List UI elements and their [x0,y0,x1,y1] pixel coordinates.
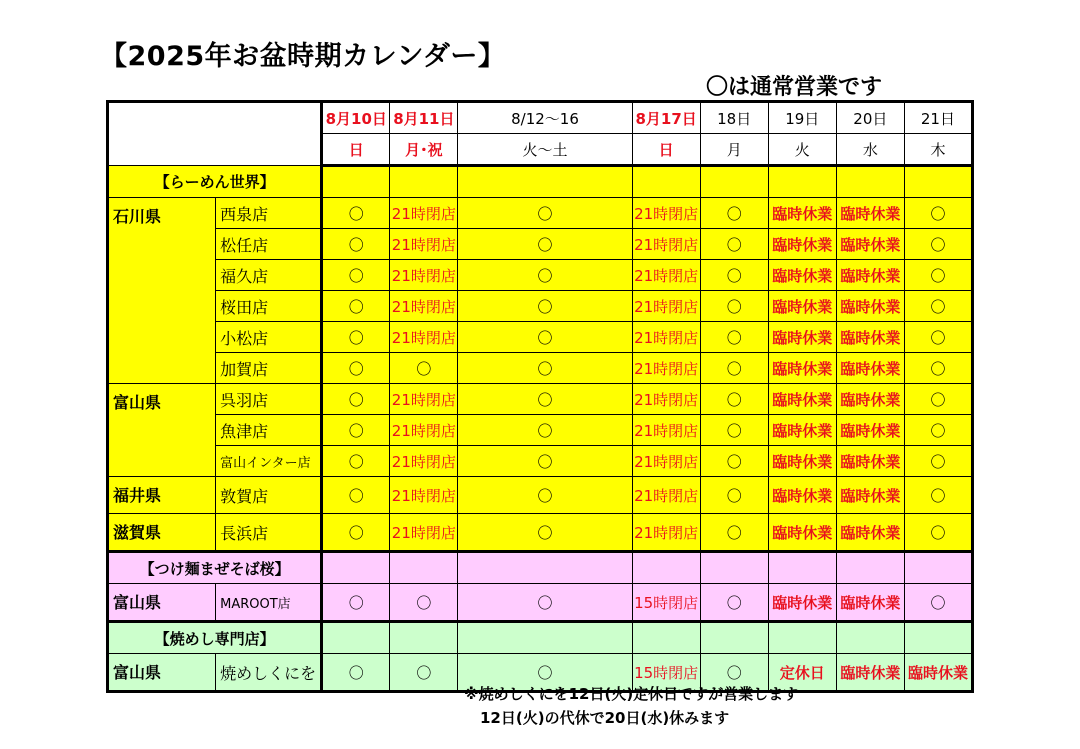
status-cell: 臨時休業 [836,384,904,415]
status-cell: 〇 [458,229,632,260]
header-weekday-cell: 火 [768,134,836,166]
prefecture-cell: 石川県 [108,198,216,384]
store-name-cell: 魚津店 [216,415,322,446]
empty-cell [700,622,768,654]
status-cell: 21時閉店 [632,260,700,291]
store-name-cell: 松任店 [216,229,322,260]
status-cell: 〇 [458,384,632,415]
prefecture-cell: 富山県 [108,584,216,622]
status-cell: 臨時休業 [768,584,836,622]
store-name-cell: 福久店 [216,260,322,291]
status-cell: 〇 [700,654,768,692]
status-cell: 〇 [322,415,390,446]
status-cell: 〇 [322,384,390,415]
status-cell: 〇 [904,322,972,353]
section-header-row [108,552,973,584]
note-line-1: ※焼めしくにを12日(火)定休日ですが営業します [464,685,799,703]
header-date-cell: 19日 [768,102,836,134]
status-cell: 21時閉店 [632,291,700,322]
status-cell: 〇 [904,584,972,622]
empty-cell [390,622,458,654]
empty-cell [768,552,836,584]
status-cell: 21時閉店 [390,291,458,322]
legend-text: 〇は通常営業です [706,75,883,100]
status-cell: 臨時休業 [768,291,836,322]
status-cell: 〇 [322,322,390,353]
status-cell: 21時閉店 [632,415,700,446]
empty-cell [632,552,700,584]
store-row [108,415,973,446]
store-row [108,322,973,353]
status-cell: 〇 [904,353,972,384]
prefecture-cell: 富山県 [108,384,216,477]
store-row [108,291,973,322]
header-date-cell: 8月17日 [632,102,700,134]
page-title: 【2025年お盆時期カレンダー】 [100,41,506,72]
status-cell: 臨時休業 [768,353,836,384]
status-cell: 〇 [390,353,458,384]
store-row [108,477,973,514]
status-cell: 〇 [904,446,972,477]
status-cell: 〇 [700,260,768,291]
empty-cell [322,166,390,198]
status-cell: 21時閉店 [632,384,700,415]
status-cell: 定休日 [768,654,836,692]
status-cell: 〇 [390,584,458,622]
section-title: 【つけ麺まぜそば桜】 [108,552,322,584]
status-cell: 臨時休業 [836,353,904,384]
store-name-cell: 呉羽店 [216,384,322,415]
status-cell: 15時閉店 [632,654,700,692]
calendar-table [106,100,974,693]
status-cell: 〇 [458,322,632,353]
header-date-cell: 21日 [904,102,972,134]
header-weekday-cell: 日 [322,134,390,166]
status-cell: 21時閉店 [390,415,458,446]
header-blank-cell [108,102,322,166]
status-cell: 21時閉店 [632,446,700,477]
status-cell: 〇 [700,384,768,415]
empty-cell [836,622,904,654]
store-row [108,514,973,552]
status-cell: 〇 [904,291,972,322]
status-cell: 〇 [904,514,972,552]
status-cell: 臨時休業 [836,415,904,446]
status-cell: 21時閉店 [632,477,700,514]
status-cell: 臨時休業 [836,654,904,692]
store-name-cell: 加賀店 [216,353,322,384]
empty-cell [458,166,632,198]
status-cell: 〇 [458,584,632,622]
status-cell: 臨時休業 [836,198,904,229]
status-cell: 〇 [458,198,632,229]
status-cell: 〇 [322,654,390,692]
status-cell: 臨時休業 [836,229,904,260]
status-cell: 〇 [322,198,390,229]
status-cell: 臨時休業 [836,514,904,552]
status-cell: 21時閉店 [390,477,458,514]
status-cell: 臨時休業 [836,446,904,477]
store-row [108,446,973,477]
empty-cell [390,166,458,198]
status-cell: 臨時休業 [904,654,972,692]
store-row [108,229,973,260]
status-cell: 〇 [458,514,632,552]
store-row [108,353,973,384]
status-cell: 21時閉店 [390,446,458,477]
store-name-cell: MAROOT店 [216,584,322,622]
status-cell: 〇 [700,198,768,229]
header-weekday-cell: 月･祝 [390,134,458,166]
status-cell: 〇 [322,291,390,322]
status-cell: 〇 [700,446,768,477]
empty-cell [458,622,632,654]
status-cell: 〇 [904,198,972,229]
empty-cell [322,622,390,654]
empty-cell [836,552,904,584]
status-cell: 臨時休業 [768,198,836,229]
section-header-row [108,166,973,198]
store-name-cell: 敦賀店 [216,477,322,514]
status-cell: 〇 [700,322,768,353]
store-name-cell: 西泉店 [216,198,322,229]
header-weekday-cell: 火～土 [458,134,632,166]
prefecture-cell: 福井県 [108,477,216,514]
note-line-2: 12日(火)の代休で20日(水)休みます [480,709,730,727]
status-cell: 臨時休業 [768,260,836,291]
status-cell: 〇 [700,415,768,446]
empty-cell [632,166,700,198]
status-cell: 〇 [322,260,390,291]
status-cell: 〇 [458,291,632,322]
status-cell: 21時閉店 [390,229,458,260]
status-cell: 21時閉店 [632,198,700,229]
status-cell: 〇 [458,353,632,384]
calendar-body [108,102,973,692]
header-weekday-cell: 日 [632,134,700,166]
status-cell: 〇 [904,229,972,260]
status-cell: 21時閉店 [632,322,700,353]
status-cell: 〇 [458,260,632,291]
status-cell: 臨時休業 [768,446,836,477]
status-cell: 〇 [700,291,768,322]
status-cell: 15時閉店 [632,584,700,622]
empty-cell [458,552,632,584]
empty-cell [904,622,972,654]
store-name-cell: 長浜店 [216,514,322,552]
store-row [108,384,973,415]
status-cell: 〇 [458,477,632,514]
header-date-cell: 20日 [836,102,904,134]
empty-cell [836,166,904,198]
status-cell: 〇 [322,477,390,514]
empty-cell [768,622,836,654]
store-name-cell: 桜田店 [216,291,322,322]
status-cell: 21時閉店 [390,322,458,353]
status-cell: 21時閉店 [390,384,458,415]
status-cell: 臨時休業 [768,229,836,260]
status-cell: 〇 [700,353,768,384]
status-cell: 臨時休業 [768,322,836,353]
status-cell: 〇 [700,477,768,514]
empty-cell [322,552,390,584]
status-cell: 〇 [904,260,972,291]
status-cell: 臨時休業 [768,514,836,552]
status-cell: 〇 [700,584,768,622]
status-cell: 21時閉店 [390,260,458,291]
status-cell: 臨時休業 [768,477,836,514]
status-cell: 21時閉店 [390,514,458,552]
status-cell: 臨時休業 [768,384,836,415]
status-cell: 21時閉店 [390,198,458,229]
section-title: 【らーめん世界】 [108,166,322,198]
header-weekday-cell: 水 [836,134,904,166]
header-weekday-cell: 月 [700,134,768,166]
status-cell: 〇 [904,415,972,446]
header-date-row [108,102,973,134]
header-date-cell: 8月11日 [390,102,458,134]
empty-cell [768,166,836,198]
status-cell: 臨時休業 [836,584,904,622]
status-cell: 〇 [322,514,390,552]
empty-cell [700,552,768,584]
store-name-cell: 小松店 [216,322,322,353]
status-cell: 〇 [700,229,768,260]
store-row [108,260,973,291]
empty-cell [632,622,700,654]
status-cell: 〇 [458,446,632,477]
header-weekday-cell: 木 [904,134,972,166]
status-cell: 〇 [458,415,632,446]
status-cell: 〇 [390,654,458,692]
status-cell: 21時閉店 [632,229,700,260]
section-header-row [108,622,973,654]
status-cell: 〇 [700,514,768,552]
store-name-cell: 焼めしくにを [216,654,322,692]
status-cell: 21時閉店 [632,514,700,552]
status-cell: 〇 [322,446,390,477]
status-cell: 臨時休業 [836,477,904,514]
header-date-cell: 8月10日 [322,102,390,134]
status-cell: 〇 [904,477,972,514]
status-cell: 〇 [322,353,390,384]
status-cell: 21時閉店 [632,353,700,384]
status-cell: 臨時休業 [836,260,904,291]
status-cell: 臨時休業 [768,415,836,446]
status-cell: 〇 [904,384,972,415]
section-title: 【焼めし専門店】 [108,622,322,654]
status-cell: 臨時休業 [836,322,904,353]
empty-cell [390,552,458,584]
header-date-cell: 8/12～16 [458,102,632,134]
header-date-cell: 18日 [700,102,768,134]
status-cell: 〇 [322,229,390,260]
store-row [108,198,973,229]
status-cell: 臨時休業 [836,291,904,322]
store-name-cell: 富山インター店 [216,446,322,477]
prefecture-cell: 滋賀県 [108,514,216,552]
prefecture-cell: 富山県 [108,654,216,692]
status-cell: 〇 [322,584,390,622]
status-cell: 〇 [458,654,632,692]
empty-cell [904,552,972,584]
store-row [108,584,973,622]
empty-cell [700,166,768,198]
empty-cell [904,166,972,198]
